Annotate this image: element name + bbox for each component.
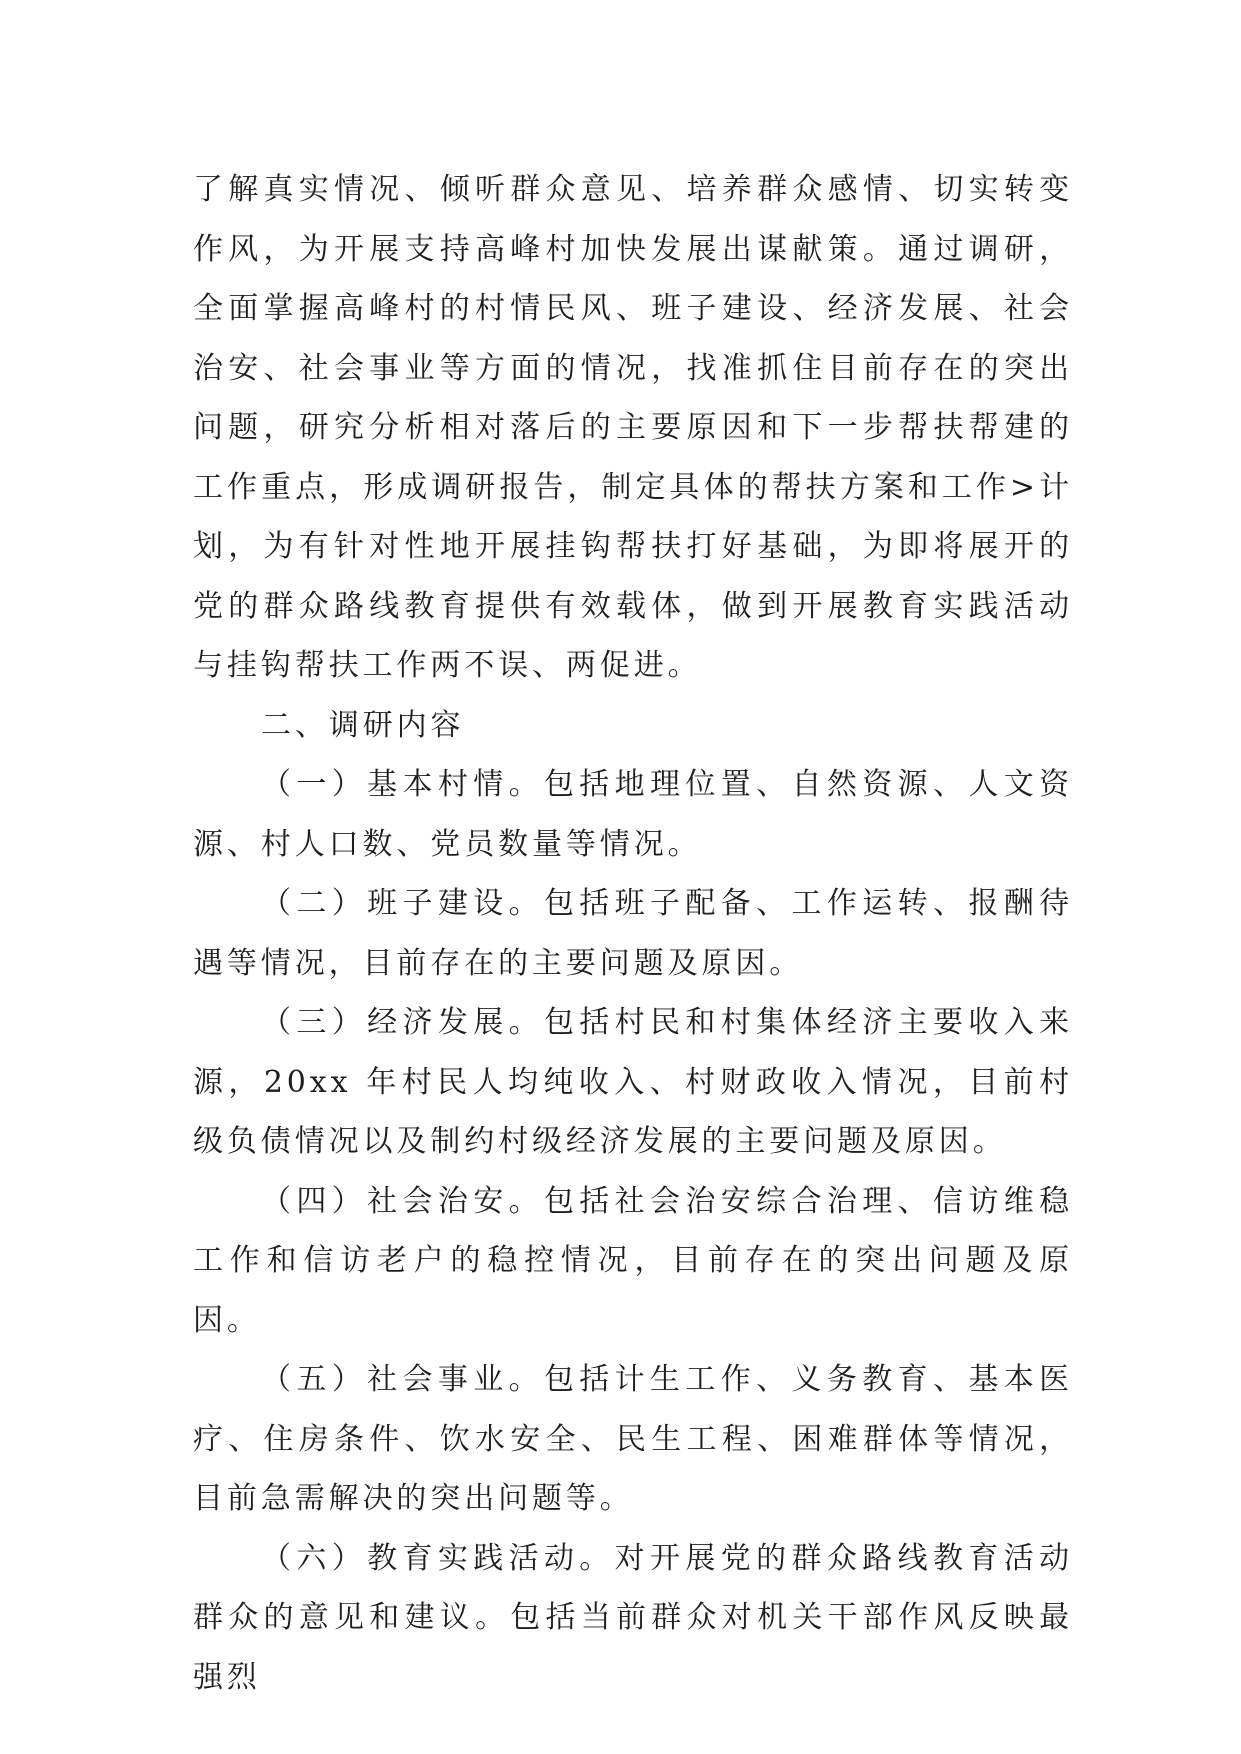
paragraph-team-building: （二）班子建设。包括班子配备、工作运转、报酬待遇等情况，目前存在的主要问题及原因。	[193, 886, 1073, 981]
paragraph-purpose: 了解真实情况、倾听群众意见、培养群众感情、切实转变作风，为开展支持高峰村加快发展出谋献策。通过调研，全面掌握高峰村的村情民风、班子建设、经济发展、社会治安、社会事业等方面的情况，找准抓住目前存在的突出问题，研究分析相对落后的主要原因和下一步帮扶帮建的工作重点，形成调研报告，制定具体的帮扶方案和工作>计划，为有针对性地开展挂钩帮扶打好基础，为即将展开的党的群众路线教育提供有效载体，做到开展教育实践活动与挂钩帮扶工作两不误、两促进。	[193, 172, 1073, 683]
paragraph-basic-village-info: （一）基本村情。包括地理位置、自然资源、人文资源、村人口数、党员数量等情况。	[193, 767, 1073, 862]
section-heading-research-content: 二、调研内容	[261, 707, 465, 743]
paragraph-education-practice: （六）教育实践活动。对开展党的群众路线教育活动群众的意见和建议。包括当前群众对机关干部作风反映最强烈	[193, 1540, 1073, 1695]
document-body	[193, 160, 1073, 1707]
paragraph-economic-development: （三）经济发展。包括村民和村集体经济主要收入来源，20xx 年村民人均纯收入、村财政收入情况，目前村级负债情况以及制约村级经济发展的主要问题及原因。	[193, 1005, 1073, 1159]
paragraph-social-undertakings: （五）社会事业。包括计生工作、义务教育、基本医疗、住房条件、饮水安全、民生工程、困难群体等情况，目前急需解决的突出问题等。	[193, 1362, 1073, 1516]
paragraph-social-security: （四）社会治安。包括社会治安综合治理、信访维稳工作和信访老户的稳控情况，目前存在的突出问题及原因。	[193, 1183, 1073, 1338]
